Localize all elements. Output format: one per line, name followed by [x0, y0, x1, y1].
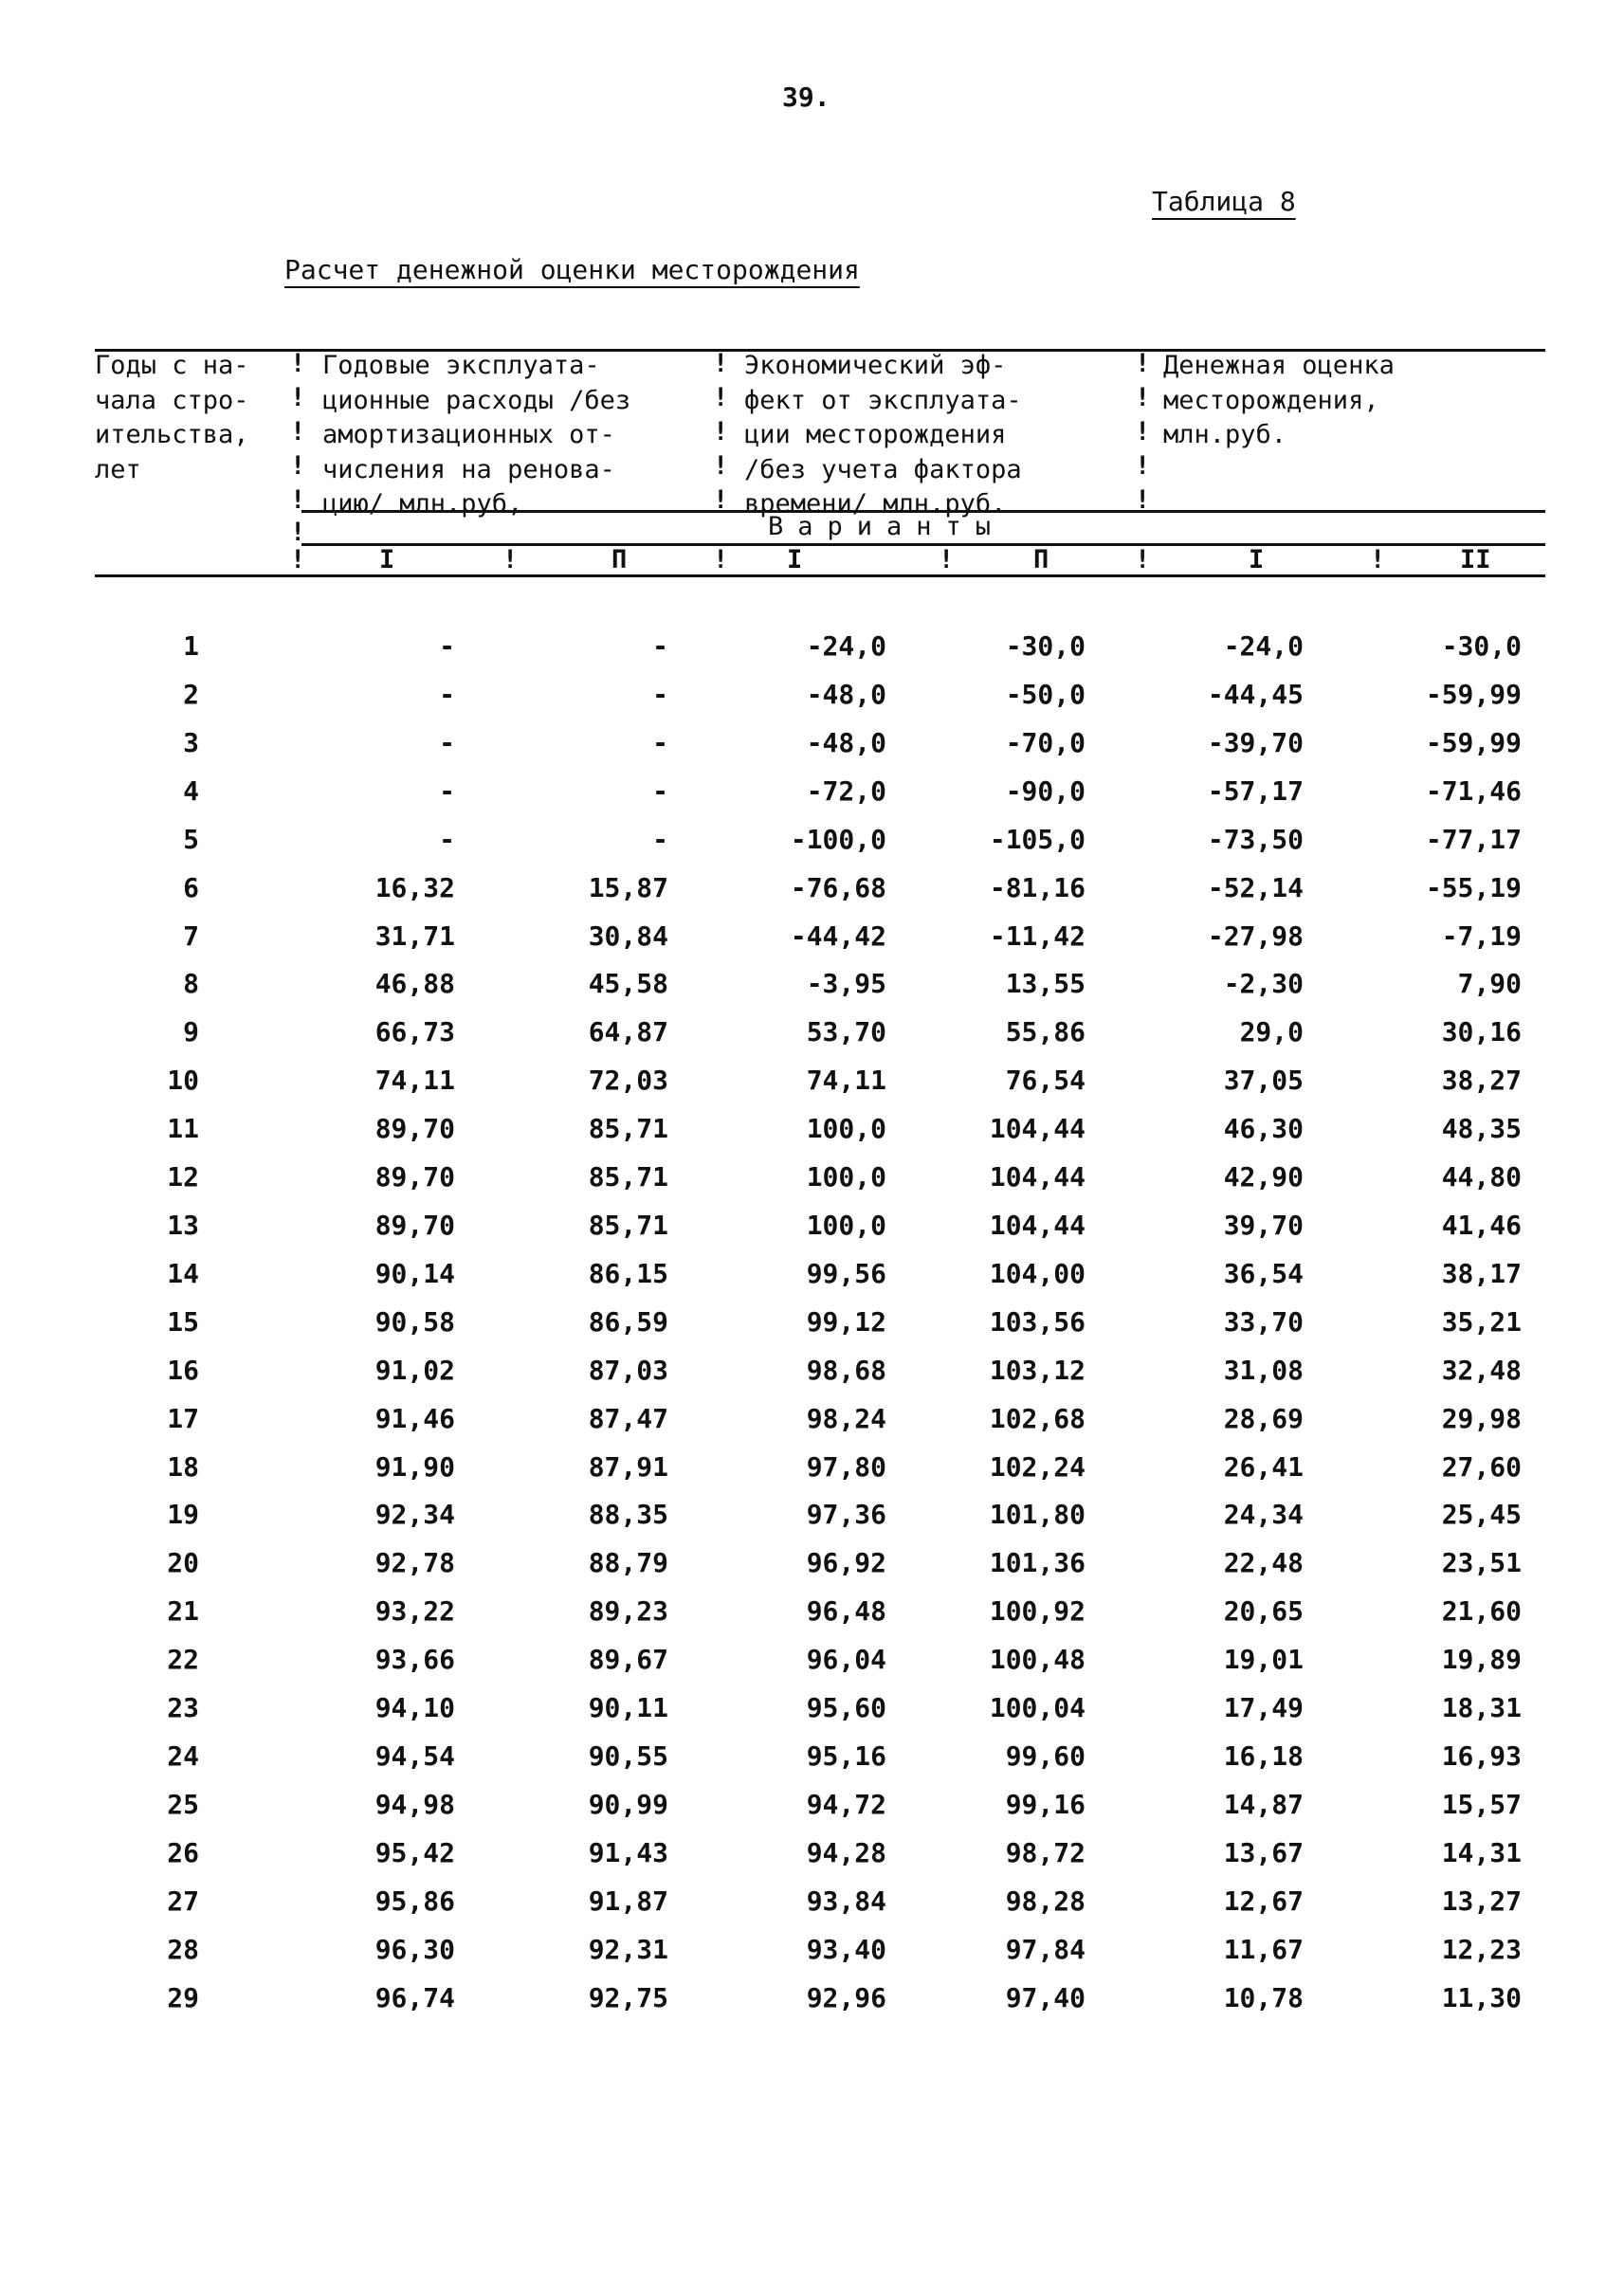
- effect-v1-cell: 93,84: [806, 1885, 886, 1917]
- valuation-v2-cell: 27,60: [1441, 1451, 1522, 1483]
- expenses-v2-cell: 85,71: [588, 1210, 668, 1241]
- effect-v2-cell: 104,44: [989, 1210, 1086, 1241]
- separator-mark: !: [713, 545, 729, 574]
- expenses-v1-cell: 16,32: [374, 872, 455, 903]
- separator-mark: !: [290, 383, 306, 412]
- valuation-v2-cell: 35,21: [1441, 1306, 1522, 1338]
- table-row: [0, 679, 1624, 717]
- valuation-v1-cell: -39,70: [1207, 727, 1304, 758]
- expenses-v2-cell: -: [652, 727, 668, 758]
- valuation-v2-cell: 44,80: [1441, 1161, 1522, 1193]
- expenses-v1-cell: 90,58: [374, 1306, 455, 1338]
- separator-mark: !: [939, 545, 955, 574]
- effect-v1-cell: 94,28: [806, 1837, 886, 1868]
- year-cell: 6: [183, 872, 199, 903]
- expenses-v1-cell: 90,14: [374, 1258, 455, 1289]
- expenses-v2-cell: -: [652, 679, 668, 710]
- expenses-v2-cell: 89,23: [588, 1595, 668, 1627]
- effect-v1-cell: 97,36: [806, 1499, 886, 1530]
- valuation-v1-cell: 37,05: [1223, 1065, 1304, 1096]
- valuation-v1-cell: -52,14: [1207, 872, 1304, 903]
- table-row: [0, 1258, 1624, 1296]
- table-label: Таблица 8: [1152, 186, 1296, 217]
- year-cell: 28: [167, 1934, 199, 1965]
- valuation-v1-cell: 17,49: [1223, 1692, 1304, 1723]
- year-cell: 16: [167, 1355, 199, 1386]
- year-cell: 7: [183, 920, 199, 952]
- effect-v2-cell: 103,12: [989, 1355, 1086, 1386]
- table-row: [0, 1403, 1624, 1441]
- valuation-v1-cell: 29,0: [1239, 1016, 1304, 1047]
- valuation-v1-cell: -24,0: [1223, 630, 1304, 662]
- table-row: [0, 1692, 1624, 1730]
- valuation-v2-cell: 12,23: [1441, 1934, 1522, 1965]
- valuation-v1-cell: 24,34: [1223, 1499, 1304, 1530]
- valuation-v2-cell: -30,0: [1441, 630, 1522, 662]
- valuation-v1-cell: 12,67: [1223, 1885, 1304, 1917]
- effect-v2-cell: 104,44: [989, 1161, 1086, 1193]
- valuation-v2-cell: -55,19: [1425, 872, 1522, 903]
- effect-v2-cell: 99,60: [1005, 1740, 1086, 1772]
- valuation-v2-cell: 23,51: [1441, 1547, 1522, 1578]
- expenses-v2-cell: 91,87: [588, 1885, 668, 1917]
- table-row: [0, 1065, 1624, 1102]
- effect-v2-cell: 104,44: [989, 1113, 1086, 1144]
- effect-v1-cell: 99,56: [806, 1258, 886, 1289]
- expenses-v2-cell: 87,47: [588, 1403, 668, 1434]
- separator-mark: !: [290, 485, 306, 515]
- effect-v2-cell: 101,36: [989, 1547, 1086, 1578]
- expenses-v1-cell: 89,70: [374, 1113, 455, 1144]
- effect-v2-cell: -81,16: [989, 872, 1086, 903]
- table-row: [0, 824, 1624, 862]
- valuation-v1-cell: 22,48: [1223, 1547, 1304, 1578]
- year-cell: 4: [183, 775, 199, 807]
- valuation-v1-cell: 16,18: [1223, 1740, 1304, 1772]
- valuation-v2-cell: 19,89: [1441, 1644, 1522, 1675]
- valuation-v1-cell: 11,67: [1223, 1934, 1304, 1965]
- valuation-v1-cell: 14,87: [1223, 1789, 1304, 1820]
- separator-mark: !: [290, 417, 306, 446]
- effect-v1-cell: -48,0: [806, 727, 886, 758]
- valuation-v2-cell: -7,19: [1441, 920, 1522, 952]
- valuation-v1-cell: 13,67: [1223, 1837, 1304, 1868]
- expenses-v2-cell: 85,71: [588, 1113, 668, 1144]
- effect-v2-cell: -90,0: [1005, 775, 1086, 807]
- year-cell: 15: [167, 1306, 199, 1338]
- valuation-v2-cell: -77,17: [1425, 824, 1522, 855]
- valuation-v1-cell: 42,90: [1223, 1161, 1304, 1193]
- expenses-v2-cell: 86,15: [588, 1258, 668, 1289]
- expenses-v1-cell: 93,22: [374, 1595, 455, 1627]
- effect-v1-cell: 96,04: [806, 1644, 886, 1675]
- valuation-v1-cell: 46,30: [1223, 1113, 1304, 1144]
- valuation-v1-cell: 31,08: [1223, 1355, 1304, 1386]
- expenses-v2-cell: 91,43: [588, 1837, 668, 1868]
- valuation-v2-cell: 48,35: [1441, 1113, 1522, 1144]
- valuation-v2-cell: 14,31: [1441, 1837, 1522, 1868]
- table-row: [0, 1789, 1624, 1827]
- header-expenses: Годовые эксплуата- ционные расходы /без амортизационных от- числения на ренова- цию/ млн.руб,: [322, 351, 631, 519]
- table-row: [0, 1934, 1624, 1972]
- separator-mark: !: [290, 349, 306, 378]
- valuation-v2-cell: 11,30: [1441, 1982, 1522, 2013]
- separator-mark: !: [1135, 349, 1151, 378]
- table-row: [0, 1355, 1624, 1393]
- table-row: [0, 1161, 1624, 1199]
- expenses-v1-cell: 66,73: [374, 1016, 455, 1047]
- variants-label: Варианты: [768, 512, 1006, 541]
- expenses-v1-cell: 89,70: [374, 1210, 455, 1241]
- year-cell: 22: [167, 1644, 199, 1675]
- year-cell: 24: [167, 1740, 199, 1772]
- expenses-v1-cell: -: [439, 679, 455, 710]
- year-cell: 2: [183, 679, 199, 710]
- year-cell: 19: [167, 1499, 199, 1530]
- expenses-v2-cell: 45,58: [588, 968, 668, 999]
- valuation-v2-cell: 21,60: [1441, 1595, 1522, 1627]
- effect-v1-cell: 93,40: [806, 1934, 886, 1965]
- effect-v1-cell: 96,48: [806, 1595, 886, 1627]
- table-row: [0, 727, 1624, 765]
- effect-v2-cell: 104,00: [989, 1258, 1086, 1289]
- valuation-v1-cell: 10,78: [1223, 1982, 1304, 2013]
- valuation-v1-cell: -27,98: [1207, 920, 1304, 952]
- expenses-v2-cell: 87,03: [588, 1355, 668, 1386]
- separator-mark: !: [502, 545, 519, 574]
- table-row: [0, 630, 1624, 668]
- expenses-v1-cell: 91,90: [374, 1451, 455, 1483]
- table-title: Расчет денежной оценки месторождения: [284, 254, 860, 285]
- separator-mark: !: [713, 417, 729, 446]
- expenses-v2-cell: 92,75: [588, 1982, 668, 2013]
- effect-v2-cell: 13,55: [1005, 968, 1086, 999]
- expenses-v2-cell: -: [652, 775, 668, 807]
- effect-v2-cell: -30,0: [1005, 630, 1086, 662]
- expenses-v2-cell: 86,59: [588, 1306, 668, 1338]
- year-cell: 26: [167, 1837, 199, 1868]
- expenses-v1-cell: 31,71: [374, 920, 455, 952]
- effect-v1-cell: 96,92: [806, 1547, 886, 1578]
- variant-5-label: I: [1249, 545, 1265, 574]
- expenses-v1-cell: -: [439, 727, 455, 758]
- effect-v2-cell: -11,42: [989, 920, 1086, 952]
- effect-v2-cell: 98,72: [1005, 1837, 1086, 1868]
- valuation-v2-cell: 18,31: [1441, 1692, 1522, 1723]
- valuation-v2-cell: 32,48: [1441, 1355, 1522, 1386]
- year-cell: 13: [167, 1210, 199, 1241]
- effect-v1-cell: 100,0: [806, 1113, 886, 1144]
- table-row: [0, 1210, 1624, 1248]
- expenses-v2-cell: 30,84: [588, 920, 668, 952]
- valuation-v1-cell: -57,17: [1207, 775, 1304, 807]
- page-number: 39.: [782, 82, 830, 113]
- table-row: [0, 1595, 1624, 1633]
- valuation-v1-cell: -44,45: [1207, 679, 1304, 710]
- valuation-v1-cell: 19,01: [1223, 1644, 1304, 1675]
- variant-3-label: I: [787, 545, 803, 574]
- effect-v1-cell: -44,42: [790, 920, 886, 952]
- expenses-v2-cell: 72,03: [588, 1065, 668, 1096]
- year-cell: 17: [167, 1403, 199, 1434]
- effect-v1-cell: 53,70: [806, 1016, 886, 1047]
- valuation-v1-cell: 28,69: [1223, 1403, 1304, 1434]
- header-years: Годы с на- чала стро- ительства, лет: [95, 351, 249, 484]
- expenses-v1-cell: 95,42: [374, 1837, 455, 1868]
- year-cell: 27: [167, 1885, 199, 1917]
- header-effect: Экономический эф- фект от эксплуата- ции месторождения /без учета фактора времени/ млн.руб.: [744, 351, 1022, 519]
- table-row: [0, 775, 1624, 813]
- expenses-v1-cell: 94,10: [374, 1692, 455, 1723]
- separator-mark: !: [1135, 485, 1151, 515]
- table-row: [0, 1499, 1624, 1537]
- expenses-v2-cell: 89,67: [588, 1644, 668, 1675]
- table-row: [0, 1113, 1624, 1151]
- effect-v2-cell: -70,0: [1005, 727, 1086, 758]
- variant-6-label: II: [1460, 545, 1491, 574]
- valuation-v2-cell: 15,57: [1441, 1789, 1522, 1820]
- effect-v2-cell: 103,56: [989, 1306, 1086, 1338]
- effect-v1-cell: 100,0: [806, 1161, 886, 1193]
- effect-v2-cell: 98,28: [1005, 1885, 1086, 1917]
- expenses-v1-cell: 96,74: [374, 1982, 455, 2013]
- year-cell: 12: [167, 1161, 199, 1193]
- variant-1-label: I: [379, 545, 395, 574]
- effect-v2-cell: 102,24: [989, 1451, 1086, 1483]
- expenses-v2-cell: 85,71: [588, 1161, 668, 1193]
- valuation-v1-cell: 33,70: [1223, 1306, 1304, 1338]
- expenses-v2-cell: 90,99: [588, 1789, 668, 1820]
- effect-v1-cell: -3,95: [806, 968, 886, 999]
- year-cell: 10: [167, 1065, 199, 1096]
- effect-v1-cell: -76,68: [790, 872, 886, 903]
- valuation-v1-cell: -73,50: [1207, 824, 1304, 855]
- effect-v2-cell: -50,0: [1005, 679, 1086, 710]
- effect-v1-cell: -24,0: [806, 630, 886, 662]
- effect-v2-cell: 97,40: [1005, 1982, 1086, 2013]
- effect-v2-cell: 55,86: [1005, 1016, 1086, 1047]
- valuation-v2-cell: -59,99: [1425, 727, 1522, 758]
- table-row: [0, 1740, 1624, 1778]
- valuation-v1-cell: 20,65: [1223, 1595, 1304, 1627]
- separator-mark: !: [290, 451, 306, 481]
- effect-v2-cell: 76,54: [1005, 1065, 1086, 1096]
- separator-mark: !: [713, 383, 729, 412]
- separator-mark: !: [713, 451, 729, 481]
- separator-mark: !: [1370, 545, 1386, 574]
- year-cell: 14: [167, 1258, 199, 1289]
- valuation-v1-cell: -2,30: [1223, 968, 1304, 999]
- year-cell: 18: [167, 1451, 199, 1483]
- valuation-v2-cell: 29,98: [1441, 1403, 1522, 1434]
- expenses-v1-cell: -: [439, 630, 455, 662]
- year-cell: 9: [183, 1016, 199, 1047]
- effect-v2-cell: 100,48: [989, 1644, 1086, 1675]
- effect-v1-cell: 95,60: [806, 1692, 886, 1723]
- expenses-v1-cell: -: [439, 775, 455, 807]
- expenses-v2-cell: 15,87: [588, 872, 668, 903]
- effect-v2-cell: 101,80: [989, 1499, 1086, 1530]
- expenses-v1-cell: 94,54: [374, 1740, 455, 1772]
- table-row: [0, 1016, 1624, 1054]
- year-cell: 25: [167, 1789, 199, 1820]
- separator-mark: !: [290, 518, 306, 547]
- table-row: [0, 920, 1624, 958]
- year-cell: 1: [183, 630, 199, 662]
- valuation-v2-cell: 41,46: [1441, 1210, 1522, 1241]
- effect-v1-cell: -48,0: [806, 679, 886, 710]
- effect-v2-cell: 100,04: [989, 1692, 1086, 1723]
- expenses-v1-cell: -: [439, 824, 455, 855]
- expenses-v1-cell: 92,34: [374, 1499, 455, 1530]
- table-row: [0, 1306, 1624, 1344]
- valuation-v1-cell: 39,70: [1223, 1210, 1304, 1241]
- valuation-v2-cell: -59,99: [1425, 679, 1522, 710]
- expenses-v2-cell: 90,55: [588, 1740, 668, 1772]
- separator-mark: !: [290, 545, 306, 574]
- effect-v1-cell: 98,24: [806, 1403, 886, 1434]
- effect-v1-cell: 74,11: [806, 1065, 886, 1096]
- valuation-v1-cell: 26,41: [1223, 1451, 1304, 1483]
- expenses-v1-cell: 74,11: [374, 1065, 455, 1096]
- table-row: [0, 1644, 1624, 1682]
- effect-v2-cell: 102,68: [989, 1403, 1086, 1434]
- variant-4-label: П: [1033, 545, 1049, 574]
- separator-mark: !: [713, 485, 729, 515]
- year-cell: 3: [183, 727, 199, 758]
- expenses-v1-cell: 46,88: [374, 968, 455, 999]
- effect-v1-cell: -100,0: [790, 824, 886, 855]
- valuation-v1-cell: 36,54: [1223, 1258, 1304, 1289]
- effect-v1-cell: 100,0: [806, 1210, 886, 1241]
- valuation-v2-cell: 38,27: [1441, 1065, 1522, 1096]
- valuation-v2-cell: 7,90: [1457, 968, 1522, 999]
- expenses-v2-cell: 88,79: [588, 1547, 668, 1578]
- separator-mark: !: [1135, 417, 1151, 446]
- effect-v1-cell: 92,96: [806, 1982, 886, 2013]
- valuation-v2-cell: 25,45: [1441, 1499, 1522, 1530]
- expenses-v1-cell: 93,66: [374, 1644, 455, 1675]
- expenses-v2-cell: -: [652, 824, 668, 855]
- separator-mark: !: [1135, 545, 1151, 574]
- expenses-v1-cell: 96,30: [374, 1934, 455, 1965]
- table-row: [0, 1451, 1624, 1489]
- expenses-v1-cell: 91,46: [374, 1403, 455, 1434]
- expenses-v2-cell: 87,91: [588, 1451, 668, 1483]
- valuation-v2-cell: 13,27: [1441, 1885, 1522, 1917]
- valuation-v2-cell: 30,16: [1441, 1016, 1522, 1047]
- expenses-v1-cell: 94,98: [374, 1789, 455, 1820]
- expenses-v1-cell: 89,70: [374, 1161, 455, 1193]
- expenses-v2-cell: 92,31: [588, 1934, 668, 1965]
- table-row: [0, 1982, 1624, 2020]
- year-cell: 21: [167, 1595, 199, 1627]
- year-cell: 23: [167, 1692, 199, 1723]
- year-cell: 20: [167, 1547, 199, 1578]
- expenses-v1-cell: 92,78: [374, 1547, 455, 1578]
- effect-v1-cell: -72,0: [806, 775, 886, 807]
- valuation-v2-cell: 16,93: [1441, 1740, 1522, 1772]
- expenses-v2-cell: -: [652, 630, 668, 662]
- effect-v2-cell: 97,84: [1005, 1934, 1086, 1965]
- valuation-v2-cell: -71,46: [1425, 775, 1522, 807]
- effect-v1-cell: 97,80: [806, 1451, 886, 1483]
- separator-mark: !: [1135, 383, 1151, 412]
- header-valuation: Денежная оценка месторождения, млн.руб.: [1163, 351, 1395, 449]
- year-cell: 5: [183, 824, 199, 855]
- effect-v2-cell: -105,0: [989, 824, 1086, 855]
- expenses-v1-cell: 95,86: [374, 1885, 455, 1917]
- expenses-v2-cell: 90,11: [588, 1692, 668, 1723]
- year-cell: 8: [183, 968, 199, 999]
- effect-v1-cell: 99,12: [806, 1306, 886, 1338]
- valuation-v2-cell: 38,17: [1441, 1258, 1522, 1289]
- table-row: [0, 872, 1624, 910]
- table-row: [0, 1547, 1624, 1585]
- effect-v2-cell: 100,92: [989, 1595, 1086, 1627]
- year-cell: 29: [167, 1982, 199, 2013]
- header-bottom-rule: [95, 574, 1545, 577]
- table-row: [0, 1885, 1624, 1923]
- variants-bottom-rule: [301, 543, 1545, 546]
- year-cell: 11: [167, 1113, 199, 1144]
- table-row: [0, 1837, 1624, 1875]
- separator-mark: !: [713, 349, 729, 378]
- expenses-v2-cell: 64,87: [588, 1016, 668, 1047]
- separator-mark: !: [1135, 451, 1151, 481]
- effect-v1-cell: 94,72: [806, 1789, 886, 1820]
- variant-2-label: П: [611, 545, 628, 574]
- effect-v2-cell: 99,16: [1005, 1789, 1086, 1820]
- expenses-v2-cell: 88,35: [588, 1499, 668, 1530]
- effect-v1-cell: 95,16: [806, 1740, 886, 1772]
- table-row: [0, 968, 1624, 1006]
- effect-v1-cell: 98,68: [806, 1355, 886, 1386]
- expenses-v1-cell: 91,02: [374, 1355, 455, 1386]
